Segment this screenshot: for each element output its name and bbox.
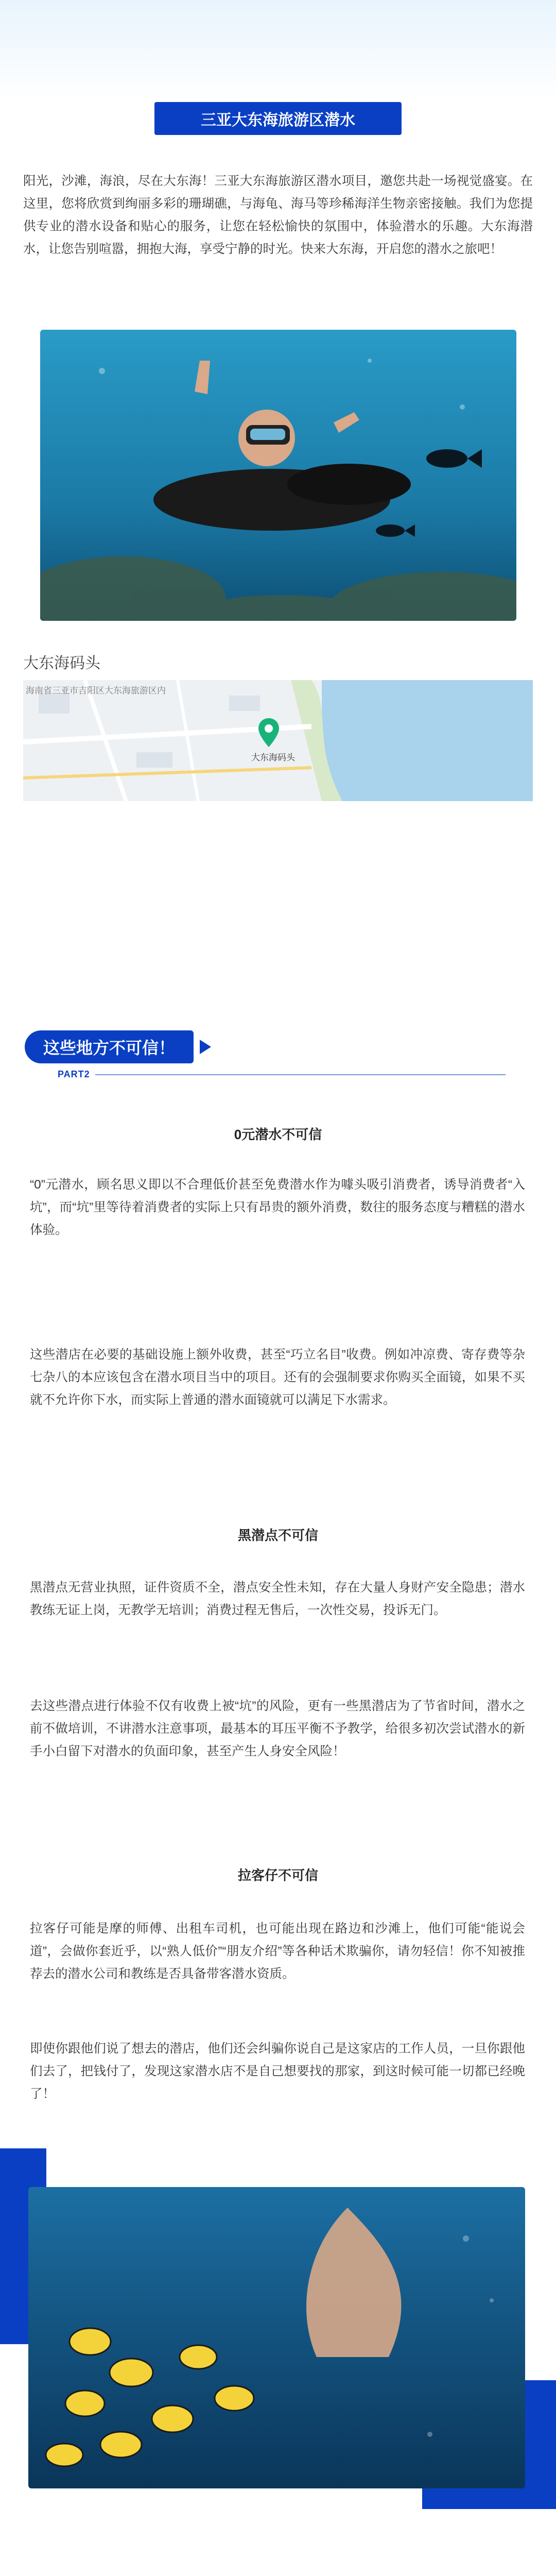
paragraph: 去这些潜点进行体验不仅有收费上被“坑”的风险，更有一些黑潜店为了节省时间，潜水之前不做培训，不讲潜水注意事项，最基本的耳压平衡不予教学，给很多初次尝试潜水的新手小白留下对潜水的负面印象，甚至产生人身安全风险！ [30,1699,525,1758]
subheading-tout: 拉客仔不可信 [237,1868,318,1883]
paragraph: 即使你跟他们说了想去的潜店，他们还会纠骗你说自己是这家店的工作人员，一旦你跟他们去了，把钱付了，发现这家潜水店不是自己想要找的那家，到这时候可能一切都已经晚了！ [30,2042,525,2101]
subheading-zero-yuan: 0元潜水不可信 [234,1127,322,1142]
paragraph: 拉客仔可能是摩的师傅、出租车司机，也可能出现在路边和沙滩上，他们可能“能说会道”，会做你套近乎，以“熟人低价”“朋友介绍”等各种话术欺骗你，请勿轻信！你不知被推荐去的潜水公司和教练是否具备带客潜水资质。 [30,1922,525,1981]
map-pin-icon[interactable] [257,717,280,748]
map-pin-label: 大东海码头 [251,753,295,762]
fish-school-photo [28,2187,525,2488]
map-caption: 大东海码头 [23,655,100,672]
paragraph: 这些潜店在必要的基础设施上额外收费，甚至“巧立名目”收费。例如冲凉费、寄存费等杂七杂八的本应该包含在潜水项目当中的项目。还有的会强制要求你购买全面镜，如果不买就不允许你下水，而实际上普通的潜水面镜就可以满足下水需求。 [30,1348,525,1407]
top-band [0,0,556,102]
divider [95,1074,506,1075]
intro-paragraph: 阳光，沙滩，海浪，尽在大东海！三亚大东海旅游区潜水项目，邀您共赴一场视觉盛宴。在这里，您将欣赏到绚丽多彩的珊瑚礁，与海龟、海马等珍稀海洋生物亲密接触。我们为您提供专业的潜水设备和贴心的服务，让您在轻松愉快的氛围中，体验潜水的乐趣。大东海潜水，让您告别喧嚣，拥抱大海，享受宁静的时光。快来大东海，开启您的潜水之旅吧！ [23,174,533,256]
subheading-black-spot: 黑潜点不可信 [237,1528,318,1543]
section-title: 这些地方不可信！ [25,1030,194,1063]
hero-diver-photo [40,330,516,621]
paragraph: “0”元潜水，顾名思义即以不合理低价甚至免费潜水作为噱头吸引消费者，诱导消费者“入坑”，而“坑”里等待着消费者的实际上只有昂贵的额外消费，数往的服务态度与糟糕的潜水体验。 [30,1178,525,1237]
part-label: PART2 [58,1069,90,1079]
map-address: 海南省三亚市吉阳区大东海旅游区内 [26,686,166,696]
section-heading-part2 [25,1030,211,1063]
page-title: 三亚大东海旅游区潜水 [154,102,402,135]
paragraph: 黑潜点无营业执照，证件资质不全，潜点安全性未知，存在大量人身财产安全隐患；潜水教练无证上岗，无教学无培训；消费过程无售后，一次性交易，投诉无门。 [30,1581,525,1617]
part-label-row [58,1069,506,1080]
arrow-icon [200,1040,211,1054]
